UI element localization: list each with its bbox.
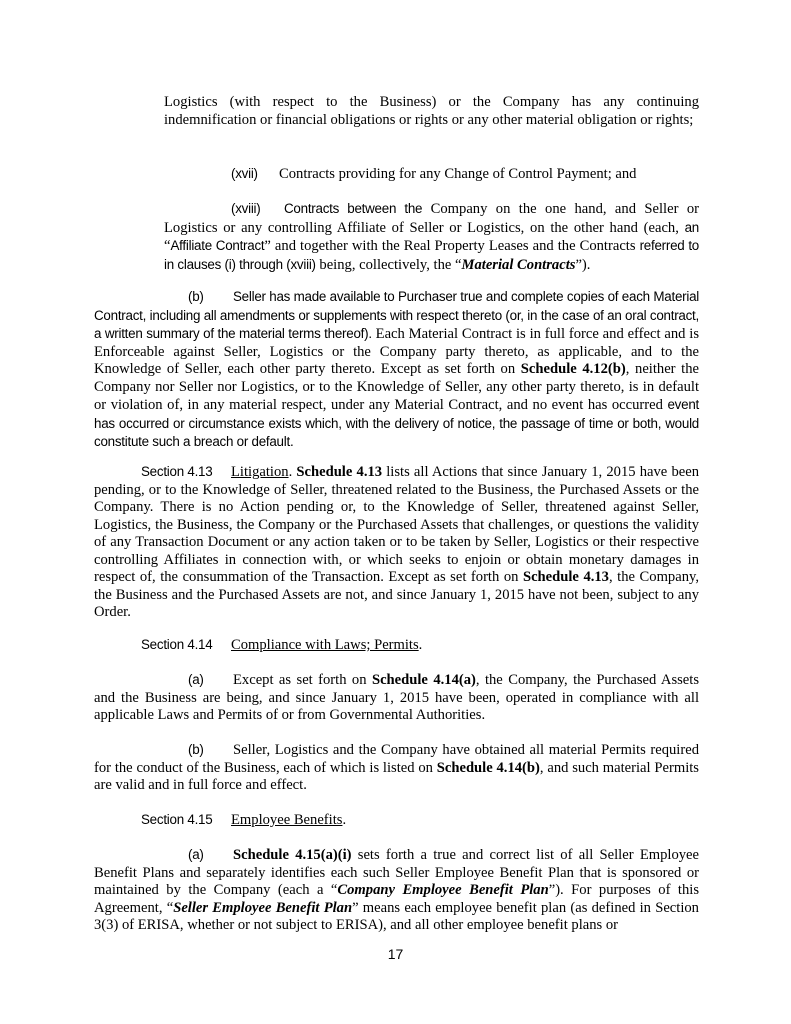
section-text-2: , the Company, the Business and the Purchased Assets are not, and since January 1, 2015 have not been, subject to any Order. xyxy=(94,569,699,620)
material-contracts-term: Material Contracts xyxy=(461,256,576,273)
clause-text-2: “ xyxy=(164,238,171,254)
affiliate-contract-term: Affiliate Contract xyxy=(170,238,265,253)
clause-text-3: ” and together with the Real Property Leases and the Contracts xyxy=(264,238,640,254)
clause-xvii xyxy=(231,165,699,184)
section-4-14-a xyxy=(94,671,699,725)
section-title: Employee Benefits xyxy=(231,812,343,828)
paragraph-number: (a) xyxy=(188,847,204,862)
clause-reference: referred to in clauses (i) through (xviii) xyxy=(164,238,700,272)
paragraph-text-2: , and such material Permits are valid and in full force and effect. xyxy=(94,759,699,793)
paragraph-text: Logistics (with respect to the Business) or the Company has any continuing indemnification or financial obligations or rights or any other material obligation or rights; xyxy=(164,94,699,128)
paragraph-number: (a) xyxy=(188,672,204,687)
clause-an: an xyxy=(684,219,699,235)
paragraph-number: (b) xyxy=(188,289,204,304)
paragraph-text-1: Except as set forth on xyxy=(233,672,372,688)
clause-xviii xyxy=(164,200,699,274)
section-4-15-a xyxy=(94,846,699,935)
page-number: 17 xyxy=(387,946,404,962)
paragraph-text-3: ” means each employee benefit plan (as defined in Section 3(3) of ERISA, whether or not subject to ERISA), and all other employee benefit plans or xyxy=(94,899,699,933)
clause-text-1: Company on the one hand, and Seller or Logistics or any controlling Affiliate of Seller or Logistics, on the other hand (each, xyxy=(164,201,699,236)
clause-number: (xviii) xyxy=(231,201,261,216)
clause-text: Contracts providing for any Change of Control Payment; and xyxy=(279,166,637,182)
paragraph-text-1: sets forth a true and correct list of all Seller Employee Benefit Plans and separately identifies each such Seller Employee Benefit Plan that is sponsored or maintained by the Company (each a “ xyxy=(94,847,699,898)
section-label: Section 4.15 xyxy=(141,812,213,827)
clause-text-4: being, collectively, the “ xyxy=(315,256,462,273)
paragraph-number: (b) xyxy=(188,742,204,757)
paragraph-sans-text: Seller has made available to Purchaser true and complete copies of each Material Contract, including all amendments or supplements with respect thereto (or, in the case of an oral contract, a written summary of the material terms thereof). xyxy=(94,289,699,341)
schedule-reference: Schedule 4.13 xyxy=(522,569,609,585)
clause-number: (xvii) xyxy=(231,166,258,181)
paragraph-text-2: ”). For purposes of this Agreement, “ xyxy=(94,882,699,916)
paragraph-text-2: , the Company, the Purchased Assets and the Business are being, and since January 1, 2015 have been, operated in compliance with all applicable Laws and Permits of or from Governmental Authorities. xyxy=(94,672,700,723)
clause-text-5: ”). xyxy=(575,256,591,273)
company-plan-term: Company Employee Benefit Plan xyxy=(337,882,549,898)
section-4-15-heading xyxy=(141,811,699,830)
paragraph-text-2: , neither the Company nor Seller nor Logistics, or to the Knowledge of Seller, any other party thereto, is in default or violation of, in any material respect, under any Material Contract, and no event has occurred xyxy=(94,361,700,413)
section-4-13-litigation xyxy=(94,463,699,622)
paragraph-text-1: Seller, Logistics and the Company have obtained all material Permits required for the conduct of the Business, each of which is listed on xyxy=(94,742,699,776)
schedule-reference: Schedule 4.13 xyxy=(296,464,383,480)
paragraph-sans-end: event has occurred or circumstance exists which, with the delivery of notice, the passage of time or both, would constitute such a breach or default. xyxy=(94,397,699,449)
section-text-1: lists all Actions that since January 1, 2015 have been pending, or to the Knowledge of Seller, threatened related to the Business, the Purchased Assets or the Company. There is no Action pending or, to the Knowledge of Seller, threatened against Seller, Logistics, the Business, the Company or the Purchased Assets that challenges, or questions the validity of any Transaction Document or any action taken or to be taken by Seller, Logistics or their respective controlling Affiliates in connection with, or which seeks to enjoin or obtain monetary damages in respect of, the consummation of the Transaction. Except as set forth on xyxy=(94,464,700,585)
paragraph-text-1: Each Material Contract is in full force and effect and is Enforceable against Seller, Logistics or the Company party thereto, as applicable, and to the Knowledge of Seller, each other party thereto. Except as set forth on xyxy=(94,326,699,377)
paragraph-b-material-contracts xyxy=(94,288,699,452)
section-4-14-heading xyxy=(141,636,699,655)
section-label: Section 4.13 xyxy=(141,464,213,479)
schedule-reference: Schedule 4.14(a) xyxy=(371,672,476,688)
clause-lead: Contracts between the xyxy=(284,201,423,216)
schedule-reference: Schedule 4.12(b) xyxy=(520,361,626,377)
paragraph-logistics-continuation xyxy=(164,94,699,129)
section-title: Litigation xyxy=(231,464,289,480)
section-title-end: . xyxy=(342,812,347,828)
schedule-reference: Schedule 4.14(b) xyxy=(436,759,540,776)
section-4-14-b xyxy=(94,741,699,795)
section-title-end: . xyxy=(418,637,423,653)
seller-plan-term: Seller Employee Benefit Plan xyxy=(173,899,353,916)
section-title: Compliance with Laws; Permits xyxy=(231,637,419,653)
section-text-0: . xyxy=(288,464,297,480)
schedule-reference: Schedule 4.15(a)(i) xyxy=(233,847,352,863)
section-label: Section 4.14 xyxy=(141,637,213,652)
